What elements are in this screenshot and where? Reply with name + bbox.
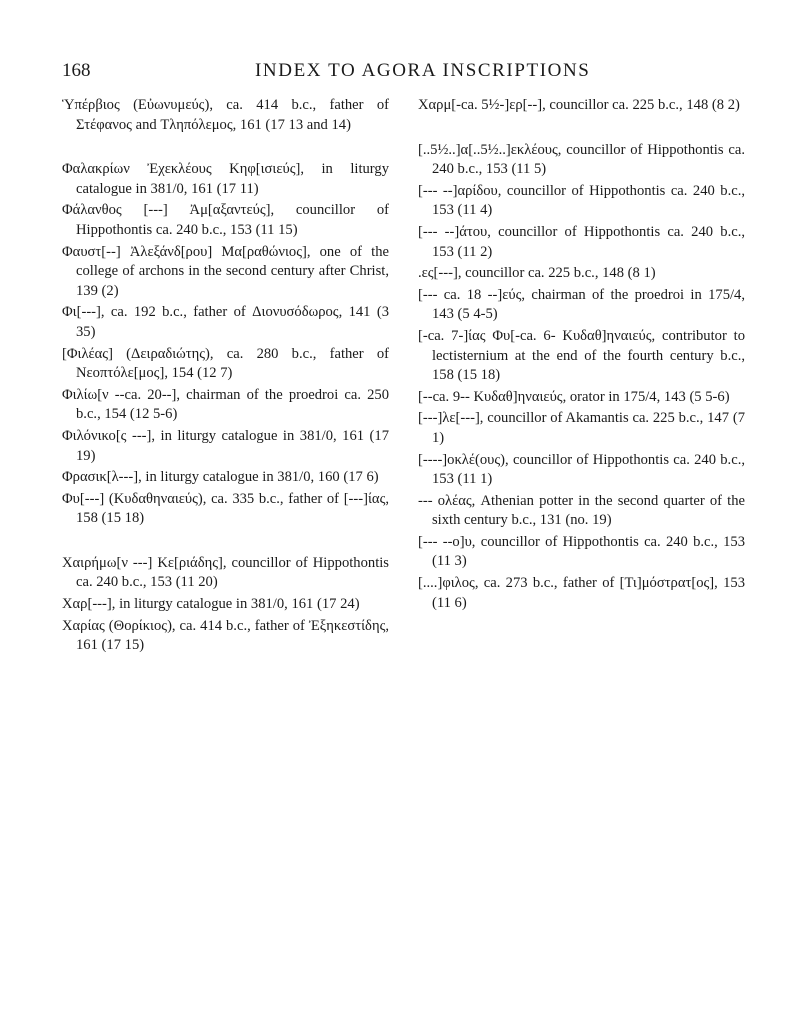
index-entry: [--- ca. 18 --]εύς, chairman of the proedroi in 175/4, 143 (5 4-5) (418, 286, 745, 323)
index-entry: Φρασικ[λ---], in liturgy catalogue in 381/0, 160 (17 6) (62, 469, 379, 486)
index-entry: Φυ[---] (Κυδαθηναιεύς), ca. 335 b.c., father of [---]ίας, 158 (15 18) (62, 490, 389, 527)
index-entry: Ὑπέρβιος (Εὐωνυμεύς), ca. 414 b.c., father of Στέφανος and Τληπόλεμος, 161 (17 13 and 14) (62, 97, 389, 133)
index-entry: [---]λε[---], councillor of Akamantis ca. 225 b.c., 147 (7 1) (418, 410, 745, 446)
index-entry: [Φιλέας] (Δειραδιώτης), ca. 280 b.c., father of Νεοπτόλε[μος], 154 (12 7) (62, 345, 389, 382)
index-entry: Φαλακρίων Ἐχεκλέους Κηφ[ισιεύς], in liturgy catalogue in 381/0, 161 (17 11) (62, 161, 389, 197)
index-entry: [--- --]αρίδου, councillor of Hippothontis ca. 240 b.c., 153 (11 4) (418, 182, 745, 219)
page-number: 168 (62, 60, 91, 81)
index-entry: .ες[---], councillor ca. 225 b.c., 148 (8 1) (418, 265, 656, 282)
running-title: INDEX TO AGORA INSCRIPTIONS (255, 60, 591, 81)
index-entry: Φάλανθος [---] Ἀμ[αξαντεύς], councillor of Hippothontis ca. 240 b.c., 153 (11 15) (62, 202, 389, 238)
index-entry: Φι[---], ca. 192 b.c., father of Διονυσόδωρος, 141 (3 35) (62, 304, 389, 340)
index-column-right (418, 96, 745, 615)
index-entry: [--- --ο]υ, councillor of Hippothontis ca. 240 b.c., 153 (11 3) (418, 533, 745, 570)
index-entry: [--- --]άτου, councillor of Hippothontis ca. 240 b.c., 153 (11 2) (418, 223, 745, 260)
index-entry: Χαρμ[-ca. 5½-]ερ[--], councillor ca. 225 b.c., 148 (8 2) (418, 97, 740, 113)
index-entry: Φιλόνικο[ς ---], in liturgy catalogue in 381/0, 161 (17 19) (62, 427, 389, 464)
index-entry: Χαιρήμω[ν ---] Κε[ριάδης], councillor of Hippothontis ca. 240 b.c., 153 (11 20) (62, 554, 389, 591)
index-entry: [..5½..]α[..5½..]εκλέους, councillor of Hippothontis ca. 240 b.c., 153 (11 5) (418, 141, 745, 178)
index-entry: Χαρ[---], in liturgy catalogue in 381/0, 161 (17 24) (62, 596, 360, 613)
index-entry: [....]φιλος, ca. 273 b.c., father of [Τι]μόστρατ[ος], 153 (11 6) (418, 575, 745, 611)
index-entry: Χαρίας (Θορίκιος), ca. 414 b.c., father of Ἐξηκεστίδης, 161 (17 15) (62, 617, 389, 654)
index-column-left (62, 96, 389, 658)
index-entry: [-ca. 7-]ίας Φυ[-ca. 6- Κυδαθ]ηναιεύς, contributor to lectisternium at the end of the fourth century b.c., 158 (15 18) (418, 327, 745, 384)
page-header (0, 60, 801, 86)
index-entry: [--ca. 9-- Κυδαθ]ηναιεύς, orator in 175/4, 143 (5 5-6) (418, 388, 730, 405)
index-entry: Φαυστ[--] Ἀλεξάνδ[ρου] Μα[ραθώνιος], one of the college of archons in the second century after Christ, 139 (2) (62, 243, 389, 299)
index-entry: Φιλίω[ν --ca. 20--], chairman of the proedroi ca. 250 b.c., 154 (12 5-6) (62, 386, 389, 423)
index-entry: [----]οκλέ(ους), councillor of Hippothontis ca. 240 b.c., 153 (11 1) (418, 451, 745, 488)
index-entry: --- ολέας, Athenian potter in the second quarter of the sixth century b.c., 131 (no. 19) (418, 492, 745, 529)
